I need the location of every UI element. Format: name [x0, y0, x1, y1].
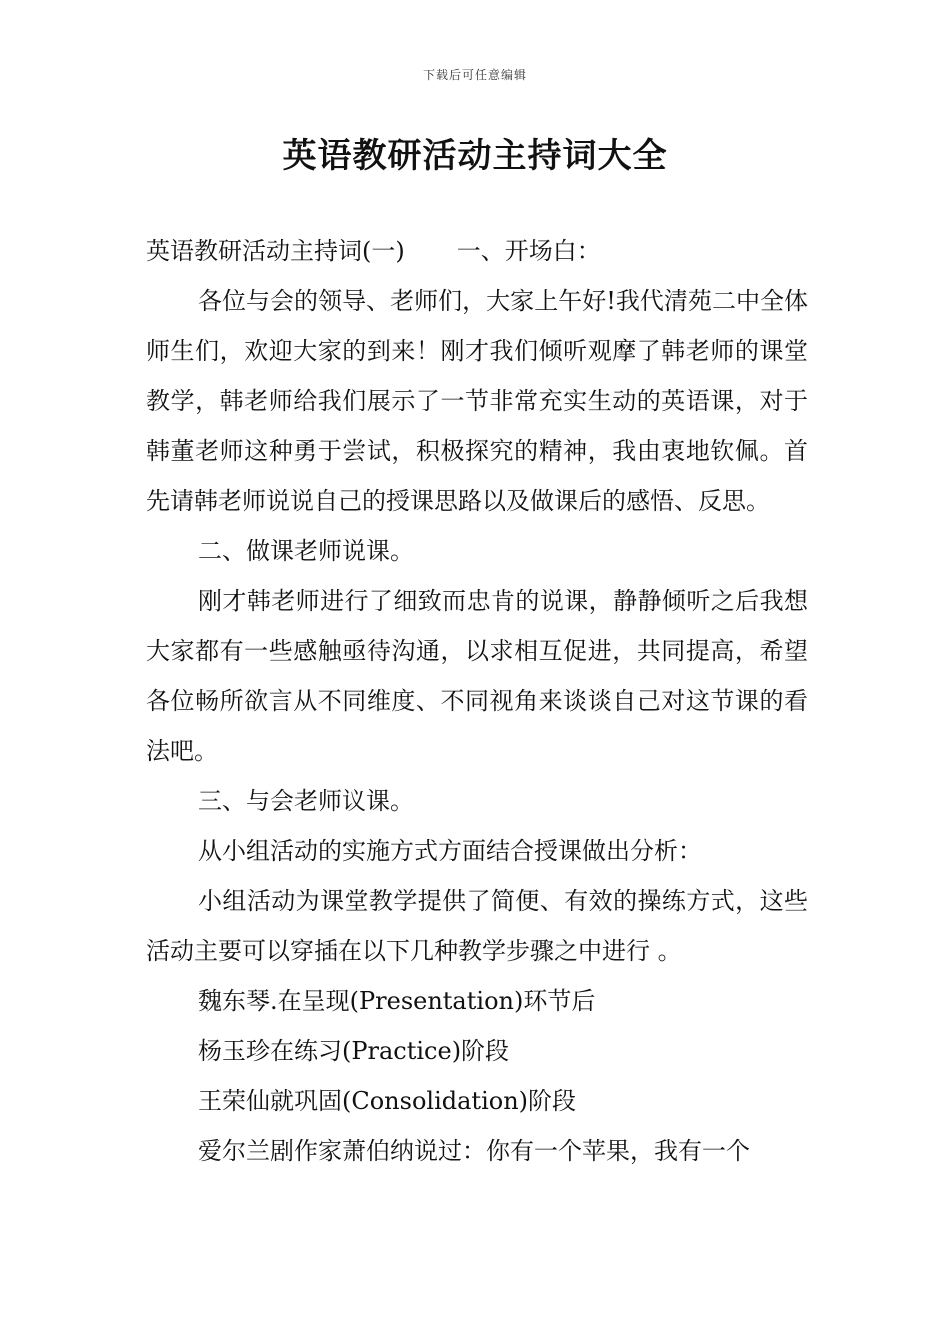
paragraph-group-activity: 小组活动为课堂教学提供了简便、有效的操练方式，这些活动主要可以穿插在以下几种教学步骤之中进行 。 — [146, 887, 808, 965]
section-heading-discussion: 三、与会老师议课。 — [198, 787, 414, 815]
paragraph-shaw-quote: 爱尔兰剧作家萧伯纳说过：你有一个苹果，我有一个 — [198, 1137, 750, 1165]
document-title: 英语教研活动主持词大全 — [282, 136, 668, 176]
section-opening-label: 一、开场白： — [456, 237, 601, 265]
paragraph-after-lecture: 刚才韩老师进行了细致而忠肯的说课，静静倾听之后我想大家都有一些感触亟待沟通，以求相互促进，共同提高，希望各位畅所欲言从不同维度、不同视角来谈谈自己对这节课的看法吧。 — [146, 587, 808, 765]
paragraph-opening-remarks: 各位与会的领导、老师们，大家上午好!我代清苑二中全体师生们，欢迎大家的到来！刚才我们倾听观摩了韩老师的课堂教学，韩老师给我们展示了一节非常充实生动的英语课，对于韩董老师这种勇于尝试，积极探究的精神，我由衷地钦佩。首先请韩老师说说自己的授课思路以及做课后的感悟、反思。 — [146, 287, 808, 515]
list-item-practice: 杨玉珍在练习(Practice)阶段 — [198, 1037, 510, 1065]
paragraph-analysis-intro: 从小组活动的实施方式方面结合授课做出分析： — [198, 837, 702, 865]
list-item-consolidation: 王荣仙就巩固(Consolidation)阶段 — [198, 1087, 577, 1115]
intro-subtitle: 英语教研活动主持词(一) — [146, 237, 405, 265]
intro-line — [146, 226, 808, 276]
list-item-presentation: 魏东琴.在呈现(Presentation)环节后 — [198, 987, 596, 1015]
page-header-note: 下载后可任意编辑 — [422, 68, 527, 82]
section-heading-lecture: 二、做课老师说课。 — [198, 537, 414, 565]
document-body — [146, 226, 808, 1176]
